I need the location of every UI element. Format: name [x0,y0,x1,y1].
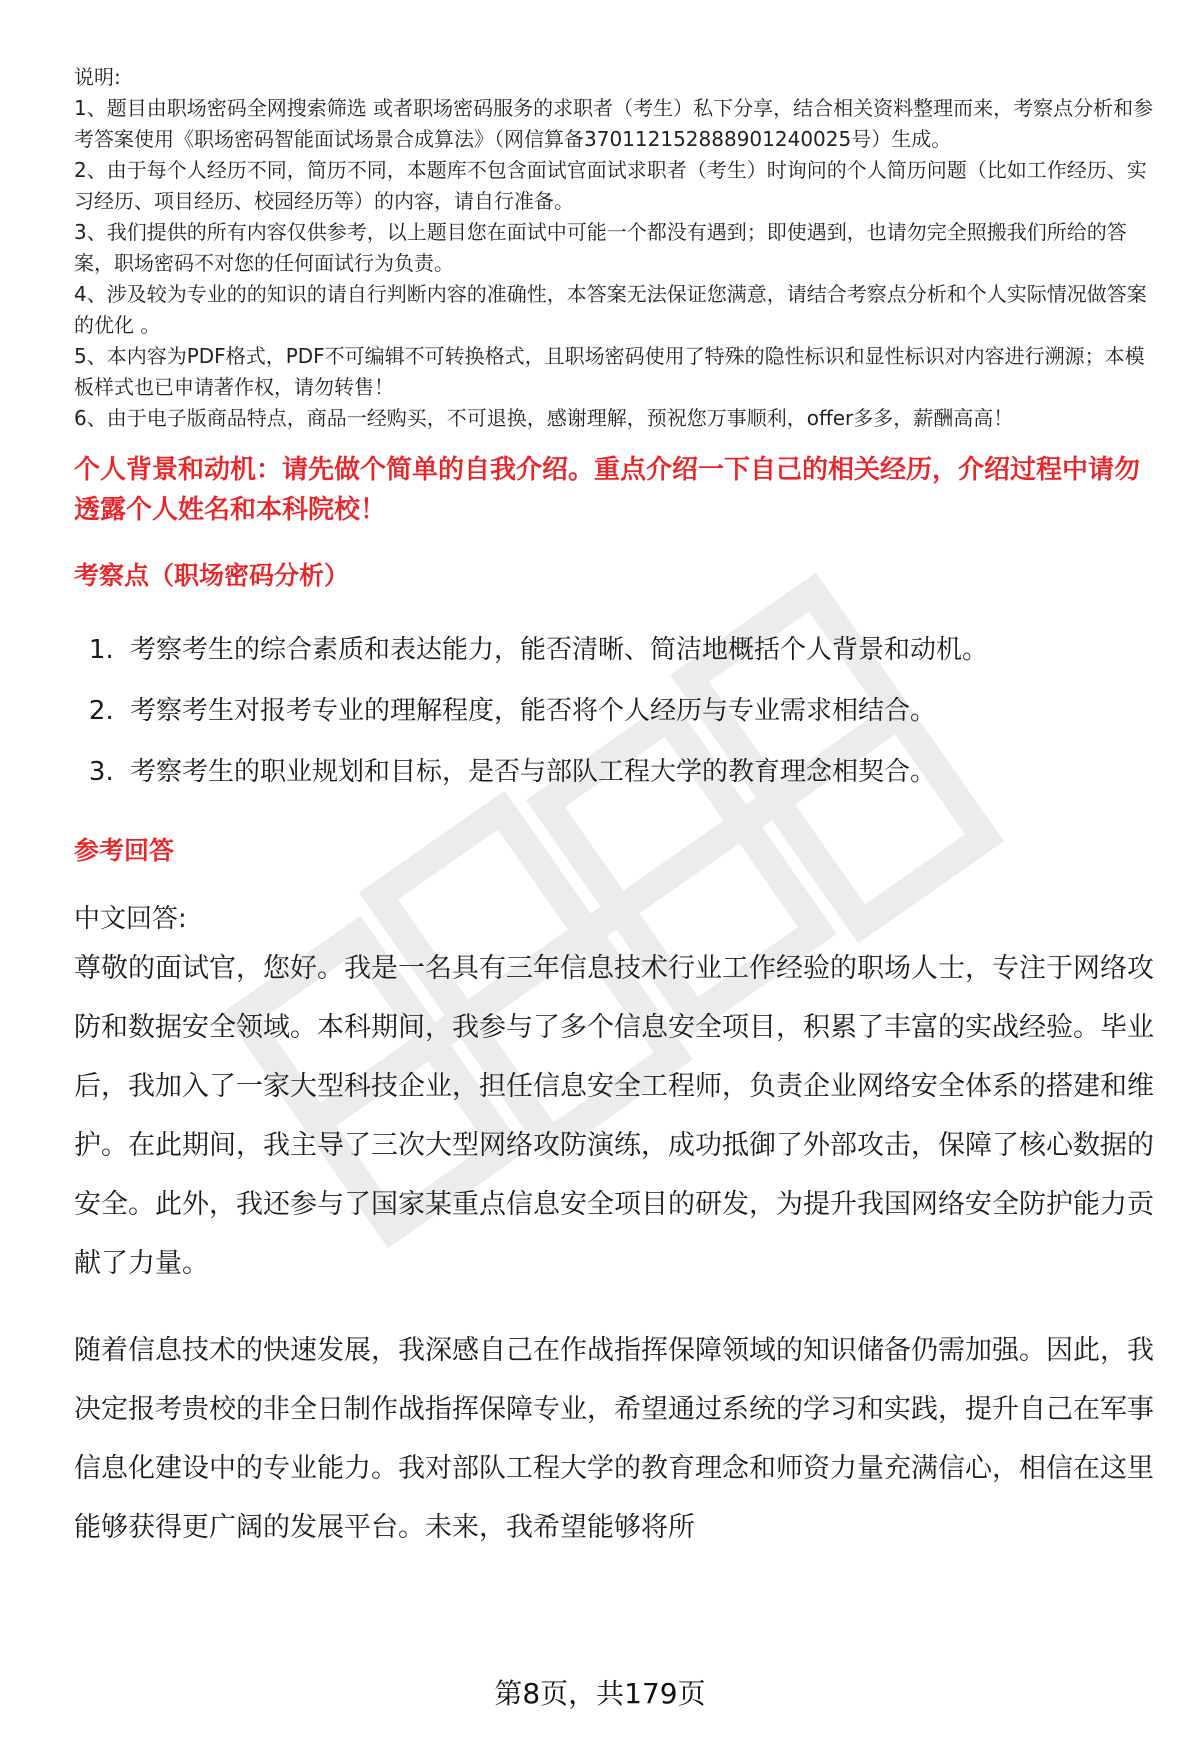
note-item: 6、由于电子版商品特点，商品一经购买，不可退换，感谢理解，预祝您万事顺利，offer多多，薪酬高高！ [74,406,1014,430]
note-item: 1、题目由职场密码全网搜索筛选 或者职场密码服务的求职者（考生）私下分享，结合相关资料整理而来，考察点分析和参考答案使用《职场密码智能面试场景合成算法》（网信算备370112152888901240025号）生成。 [74,96,1154,151]
note-item: 2、由于每个人经历不同，简历不同，本题库不包含面试官面试求职者（考生）时询问的个人简历问题（比如工作经历、实习经历、项目经历、校园经历等）的内容，请自行准备。 [74,158,1147,213]
answer-language-label: 中文回答: [74,904,187,934]
analysis-point: 1. 考察考生的综合素质和表达能力，能否清晰、简洁地概括个人背景和动机。 [122,620,1154,681]
answer-paragraph: 尊敬的面试官，您好。我是一名具有三年信息技术行业工作经验的职场人士，专注于网络攻防和数据安全领域。本科期间，我参与了多个信息安全项目，积累了丰富的实战经验。毕业后，我加入了一家大型科技企业，担任信息安全工程师，负责企业网络安全体系的搭建和维护。在此期间，我主导了三次大型网络攻防演练，成功抵御了外部攻击，保障了核心数据的安全。此外，我还参与了国家某重点信息安全项目的研发，为提升我国网络安全防护能力贡献了力量。 [74,953,1154,1279]
note-item: 4、涉及较为专业的的知识的请自行判断内容的准确性，本答案无法保证您满意，请结合考察点分析和个人实际情况做答案的优化 。 [74,282,1147,337]
analysis-heading: 考察点（职场密码分析） [74,561,350,590]
answer-paragraph: 随着信息技术的快速发展，我深感自己在作战指挥保障领域的知识储备仍需加强。因此，我决定报考贵校的非全日制作战指挥保障专业，希望通过系统的学习和实践，提升自己在军事信息化建设中的专业能力。我对部队工程大学的教育理念和师资力量充满信心，相信在这里能够获得更广阔的发展平台。未来，我希望能够将所 [74,1335,1154,1543]
analysis-point: 2. 考察考生对报考专业的理解程度，能否将个人经历与专业需求相结合。 [122,681,1154,742]
question-heading: 个人背景和动机：请先做个简单的自我介绍。重点介绍一下自己的相关经历，介绍过程中请勿透露个人姓名和本科院校！ [74,455,1141,525]
notes-title: 说明: [74,65,121,89]
note-item: 3、我们提供的所有内容仅供参考，以上题目您在面试中可能一个都没有遇到；即使遇到，也请勿完全照搬我们所给的答案，职场密码不对您的任何面试行为负责。 [74,220,1127,275]
analysis-point: 3. 考察考生的职业规划和目标，是否与部队工程大学的教育理念相契合。 [122,742,1154,803]
answer-heading: 参考回答 [74,836,175,865]
analysis-points-list [74,620,1154,803]
note-item: 5、本内容为PDF格式，PDF不可编辑不可转换格式，且职场密码使用了特殊的隐性标识和显性标识对内容进行溯源；本模板样式也已申请著作权，请勿转售！ [74,344,1145,399]
page-number: 第8页，共179页 [494,1677,706,1710]
disclaimer-notes [74,62,1154,434]
page-content [74,62,1154,1557]
